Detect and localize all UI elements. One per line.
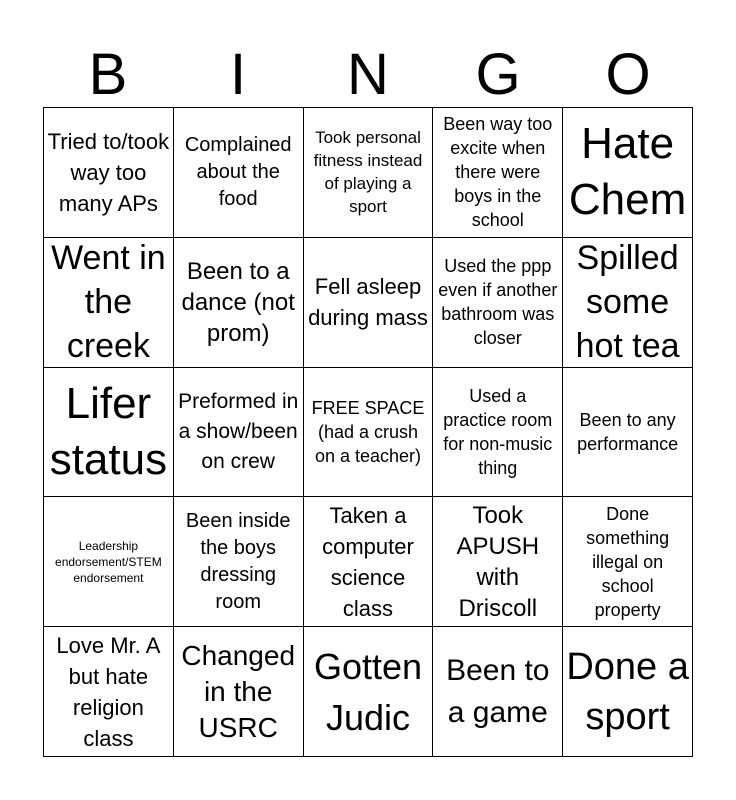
bingo-cell-r3-c1[interactable]	[44, 368, 174, 498]
cell-text: Changed in the USRC	[181, 639, 296, 743]
cell-text: Hate Chem	[568, 119, 687, 225]
cell-text: Done a sport	[566, 645, 689, 738]
cell-text: Been to a dance (not prom)	[181, 257, 295, 347]
cell-text: Tried to/took way too many APs	[47, 128, 170, 216]
cell-text: Done something illegal on school property	[586, 503, 670, 620]
bingo-cell-r2-c2[interactable]	[174, 238, 304, 368]
cell-text: Been to a game	[446, 653, 550, 729]
bingo-cell-r5-c5[interactable]	[563, 627, 693, 757]
bingo-cell-r1-c2[interactable]	[174, 108, 304, 238]
bingo-cell-r4-c4[interactable]	[433, 497, 563, 627]
bingo-cell-r5-c2[interactable]	[174, 627, 304, 757]
bingo-cell-r2-c5[interactable]	[563, 238, 693, 368]
bingo-board	[43, 107, 693, 757]
bingo-cell-r4-c2[interactable]	[174, 497, 304, 627]
title-letter-n: N	[347, 42, 389, 107]
cell-text: Preformed in a show/been on crew	[178, 389, 299, 473]
cell-text: Love Mr. A but hate religion class	[56, 632, 161, 751]
bingo-cell-r3-c5[interactable]	[563, 368, 693, 498]
cell-text: Gotten Judic	[313, 645, 423, 738]
cell-text: Been way too excite when there were boys in the school	[443, 114, 553, 231]
bingo-cell-r5-c4[interactable]	[433, 627, 563, 757]
cell-text: Complained about the food	[184, 133, 292, 210]
cell-text: FREE SPACE (had a crush on a teacher)	[311, 397, 425, 466]
cell-text: Took personal fitness instead of playing a sport	[313, 128, 423, 217]
title-letter-i: I	[229, 42, 247, 107]
bingo-cell-r4-c1[interactable]	[44, 497, 174, 627]
cell-text: Lifer status	[49, 378, 168, 484]
bingo-cell-r3-c2[interactable]	[174, 368, 304, 498]
cell-text: Been to any performance	[577, 409, 679, 454]
title-letter-o: O	[605, 42, 651, 107]
bingo-cell-r3-c4[interactable]	[433, 368, 563, 498]
title-letter-g: G	[475, 42, 521, 107]
cell-text: Leadership endorsement/STEM endorsement	[55, 538, 162, 585]
cell-text: Spilled some hot tea	[575, 239, 680, 366]
cell-text: Went in the creek	[51, 239, 166, 366]
cell-text: Used the ppp even if another bathroom was closer	[438, 256, 558, 349]
bingo-cell-r1-c4[interactable]	[433, 108, 563, 238]
bingo-cell-r5-c1[interactable]	[44, 627, 174, 757]
cell-text: Been inside the boys dressing room	[185, 509, 291, 613]
bingo-cell-r1-c1[interactable]	[44, 108, 174, 238]
bingo-cell-r2-c3[interactable]	[304, 238, 434, 368]
cell-text: Took APUSH with Driscoll	[456, 501, 540, 622]
bingo-cell-r2-c4[interactable]	[433, 238, 563, 368]
cell-text: Fell asleep during mass	[308, 274, 428, 331]
bingo-title	[43, 42, 693, 108]
bingo-cell-r1-c5[interactable]	[563, 108, 693, 238]
bingo-cell-r4-c5[interactable]	[563, 497, 693, 627]
bingo-cell-r4-c3[interactable]	[304, 497, 434, 627]
bingo-cell-r3-c3[interactable]	[304, 368, 434, 498]
bingo-cell-r2-c1[interactable]	[44, 238, 174, 368]
cell-text: Used a practice room for non-music thing	[443, 385, 553, 478]
bingo-cell-r1-c3[interactable]	[304, 108, 434, 238]
title-letter-b: B	[88, 42, 128, 107]
bingo-cell-r5-c3[interactable]	[304, 627, 434, 757]
cell-text: Taken a computer science class	[322, 502, 414, 621]
